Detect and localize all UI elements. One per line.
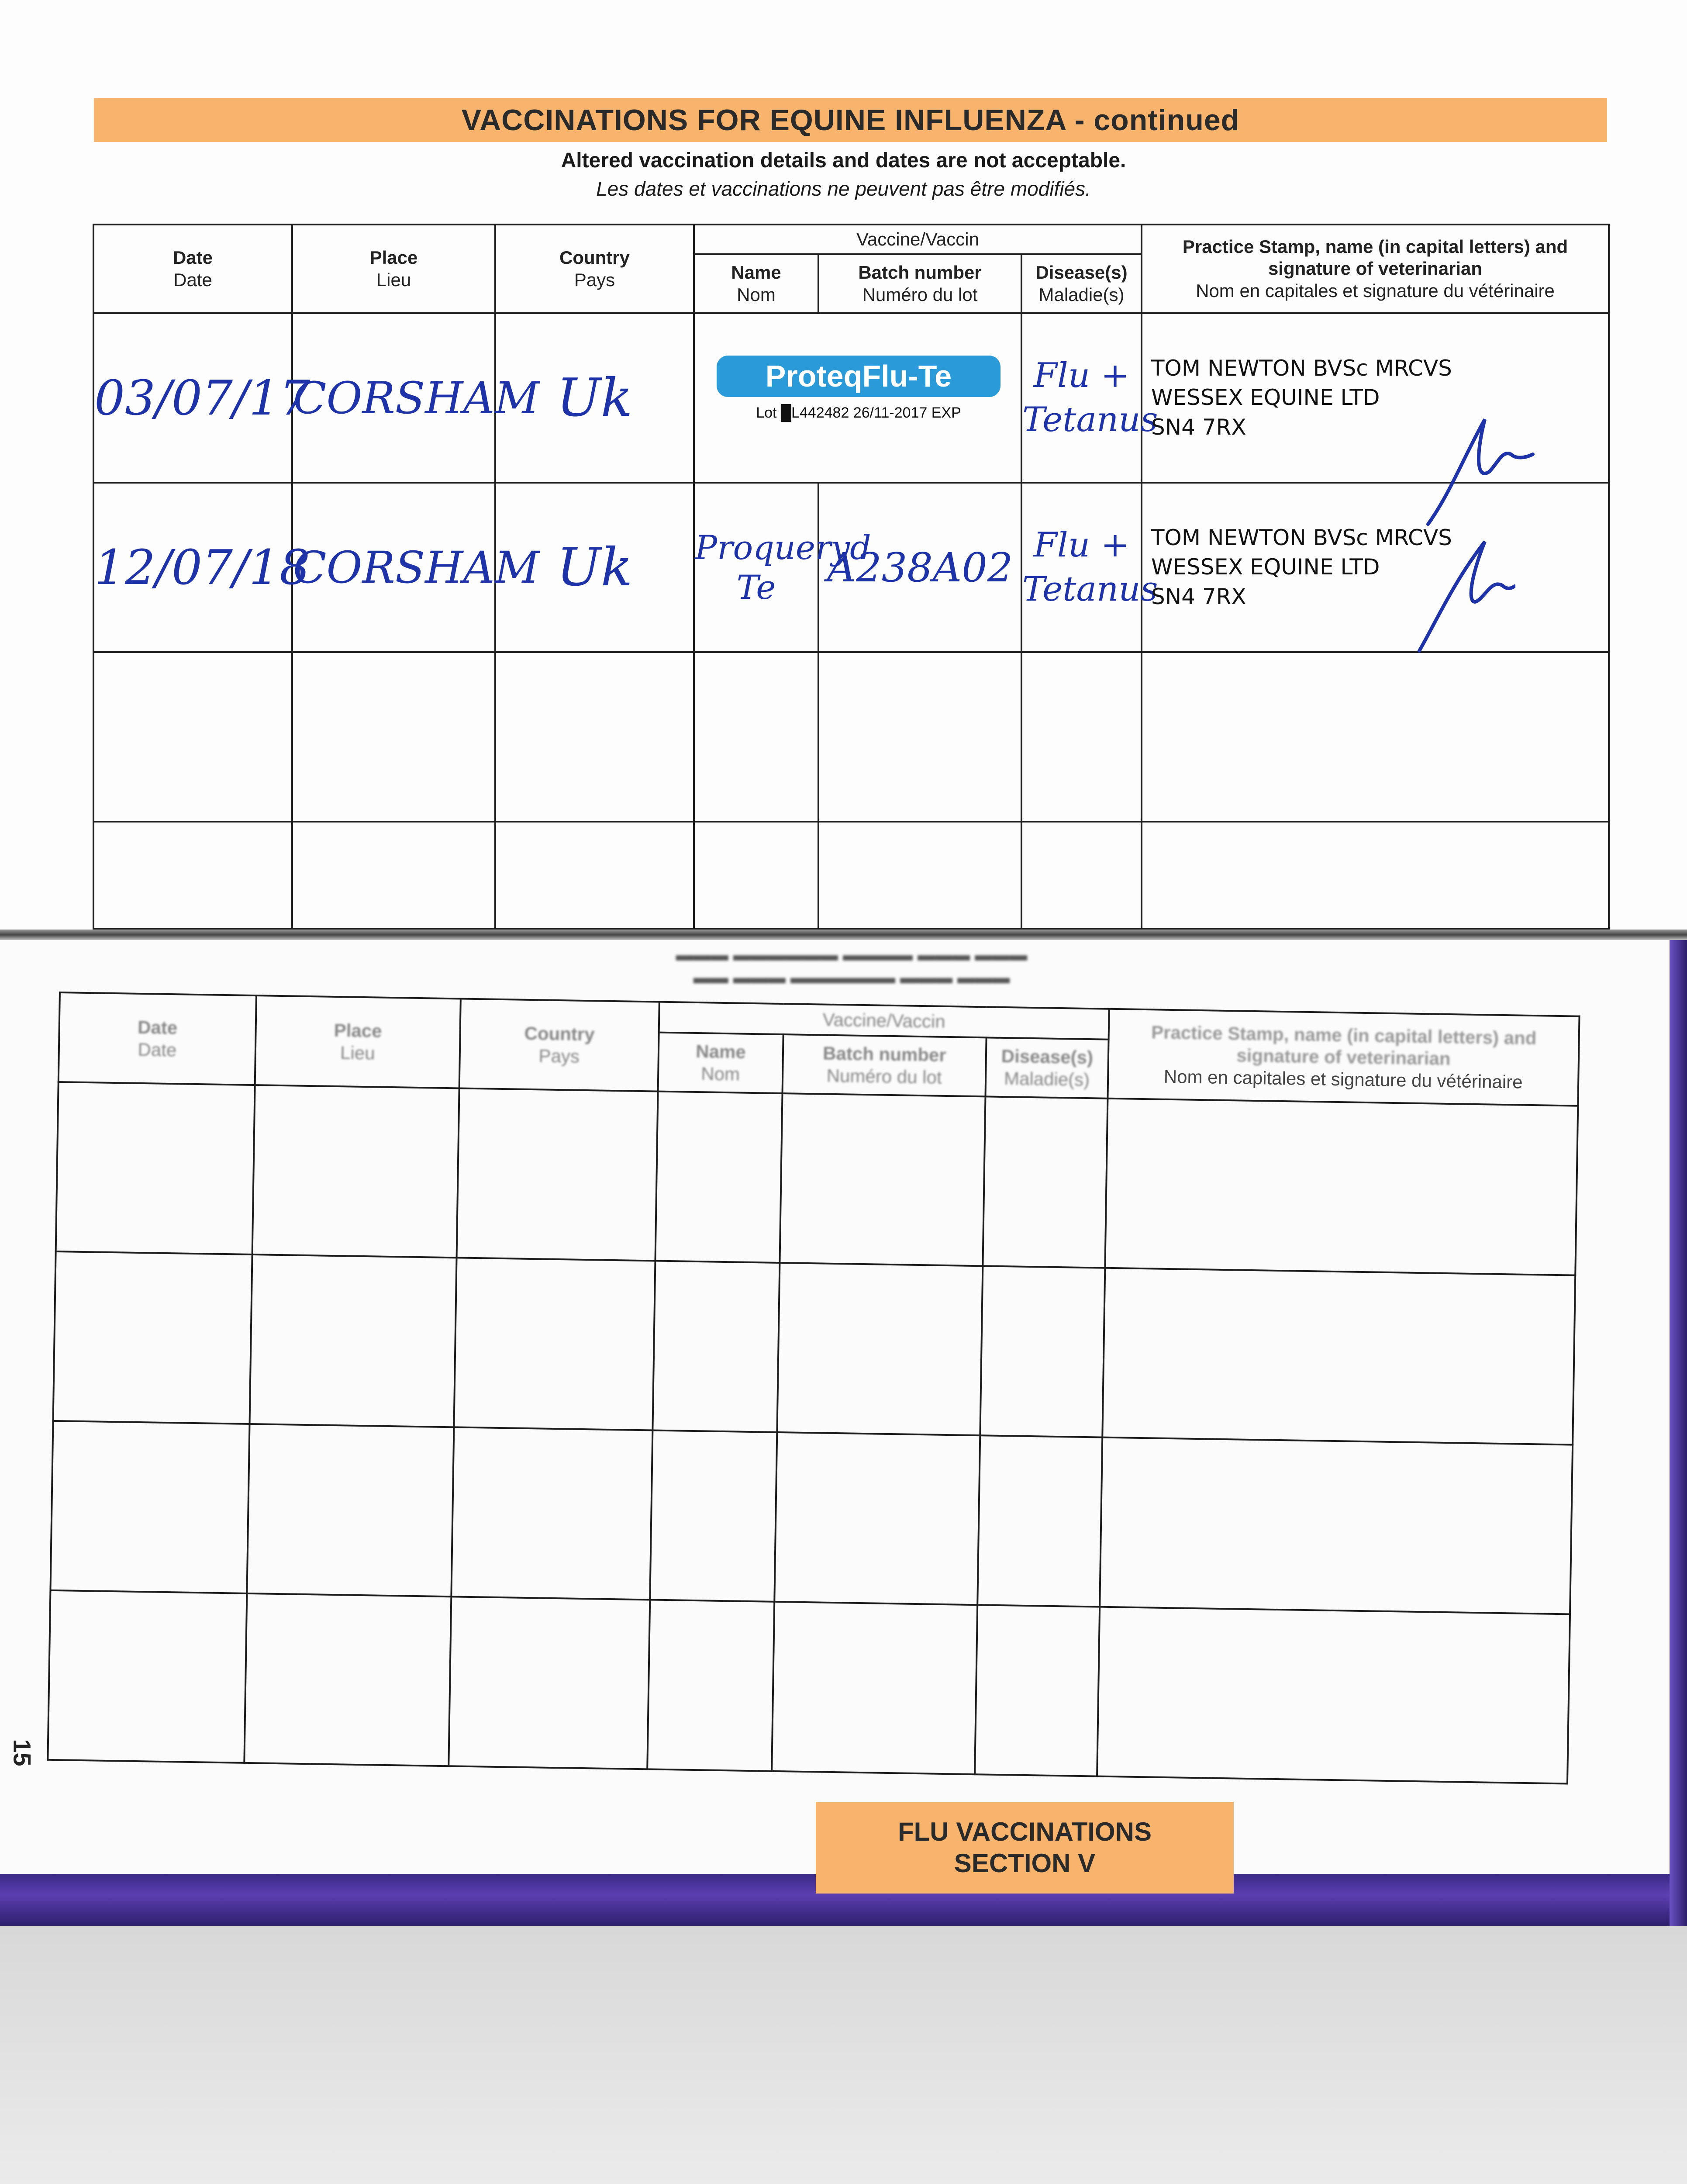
signature-vet-2: [1411, 537, 1515, 655]
section-badge: [816, 1802, 1234, 1894]
section-banner: VACCINATIONS FOR EQUINE INFLUENZA - continued: [94, 98, 1607, 142]
vaccination-table-upper: [93, 224, 1610, 930]
col-date: Date Date: [59, 992, 256, 1085]
vaccination-table-lower: [47, 992, 1580, 1785]
col-place: Place Lieu: [292, 225, 495, 313]
lower-page-caption-blurred: ▬▬▬ ▬▬▬▬▬▬ ▬▬▬▬ ▬▬▬ ▬▬▬ ▬▬ ▬▬▬ ▬▬▬▬▬▬ ▬▬▬ ▬▬▬: [676, 945, 1028, 987]
col-place: Place Lieu: [255, 995, 461, 1088]
table-row-empty: [48, 1590, 1570, 1784]
table-row-empty: [50, 1421, 1573, 1614]
col-disease: Disease(s) Maladie(s): [1021, 254, 1142, 313]
col-name: Name Nom: [658, 1033, 783, 1093]
col-country: Country Pays: [495, 225, 694, 313]
col-batch: Batch number Numéro du lot: [818, 254, 1021, 313]
cell-country: Uk: [495, 483, 694, 652]
table-row-empty: [93, 822, 1609, 929]
cell-country: Uk: [495, 313, 694, 483]
proteq-lot-text: Lot █L442482 26/11-2017 EXP: [756, 404, 961, 421]
col-vaccine-group: Vaccine/Vaccin: [659, 1002, 1109, 1040]
table-row-empty: [53, 1251, 1576, 1445]
col-stamp: Practice Stamp, name (in capital letters) and signature of veterinarian Nom en capitales et signature du vétérinaire: [1142, 225, 1609, 313]
col-date: Date Date: [93, 225, 292, 313]
page-number: 15: [8, 1739, 36, 1766]
signature-vet-1: [1424, 406, 1537, 537]
cell-vaccine-name: Proqueryd Te: [694, 483, 818, 652]
cell-stamp: [1142, 313, 1609, 483]
col-disease: Disease(s) Maladie(s): [985, 1037, 1108, 1098]
stamp-line-name: TOM NEWTON BVSc MRCVS: [1151, 525, 1452, 550]
practice-stamp: [1142, 523, 1608, 612]
table-row-empty: [93, 652, 1609, 822]
cell-stamp: [1142, 483, 1609, 652]
cell-place: CORSHAM: [292, 313, 495, 483]
table-row: [93, 483, 1609, 652]
table-row: [93, 313, 1609, 483]
col-batch: Batch number Numéro du lot: [783, 1034, 987, 1096]
col-stamp: Practice Stamp, name (in capital letters) and signature of veterinarian Nom en capitales et signature du vétérinaire: [1107, 1009, 1579, 1106]
section-badge-line1: FLU VACCINATIONS: [897, 1817, 1152, 1846]
stamp-line-company: WESSEX EQUINE LTD: [1151, 385, 1380, 411]
cell-date: 03/07/17: [93, 313, 292, 483]
note-french: Les dates et vaccinations ne peuvent pas être modifiés.: [596, 177, 1091, 200]
col-vaccine-group: Vaccine/Vaccin: [694, 225, 1142, 254]
cell-date: 12/07/18: [93, 483, 292, 652]
stamp-line-name: TOM NEWTON BVSc MRCVS: [1151, 355, 1452, 381]
proteq-brand-label: ProteqFlu-Te: [717, 356, 1000, 397]
cell-batch: A238A02: [818, 483, 1021, 652]
book-spine: [0, 930, 1687, 940]
book-cover-edge-right: [1670, 935, 1687, 1926]
table-row-empty: [56, 1082, 1578, 1275]
practice-stamp: [1142, 354, 1608, 442]
proteq-sticker: [717, 356, 1000, 439]
cell-vaccine-sticker: [694, 313, 1021, 483]
col-country: Country Pays: [459, 999, 659, 1091]
note-english: Altered vaccination details and dates are not acceptable.: [561, 149, 1126, 172]
col-name: Name Nom: [694, 254, 818, 313]
stamp-line-company: WESSEX EQUINE LTD: [1151, 554, 1380, 580]
cell-disease: Flu + Tetanus: [1021, 313, 1142, 483]
stamp-line-postcode: SN4 7RX: [1151, 584, 1246, 609]
cell-place: CORSHAM: [292, 483, 495, 652]
background-surface: [0, 1926, 1687, 2184]
stamp-line-postcode: SN4 7RX: [1151, 414, 1246, 440]
cell-disease: Flu + Tetanus: [1021, 483, 1142, 652]
section-badge-line2: SECTION V: [954, 1849, 1096, 1878]
